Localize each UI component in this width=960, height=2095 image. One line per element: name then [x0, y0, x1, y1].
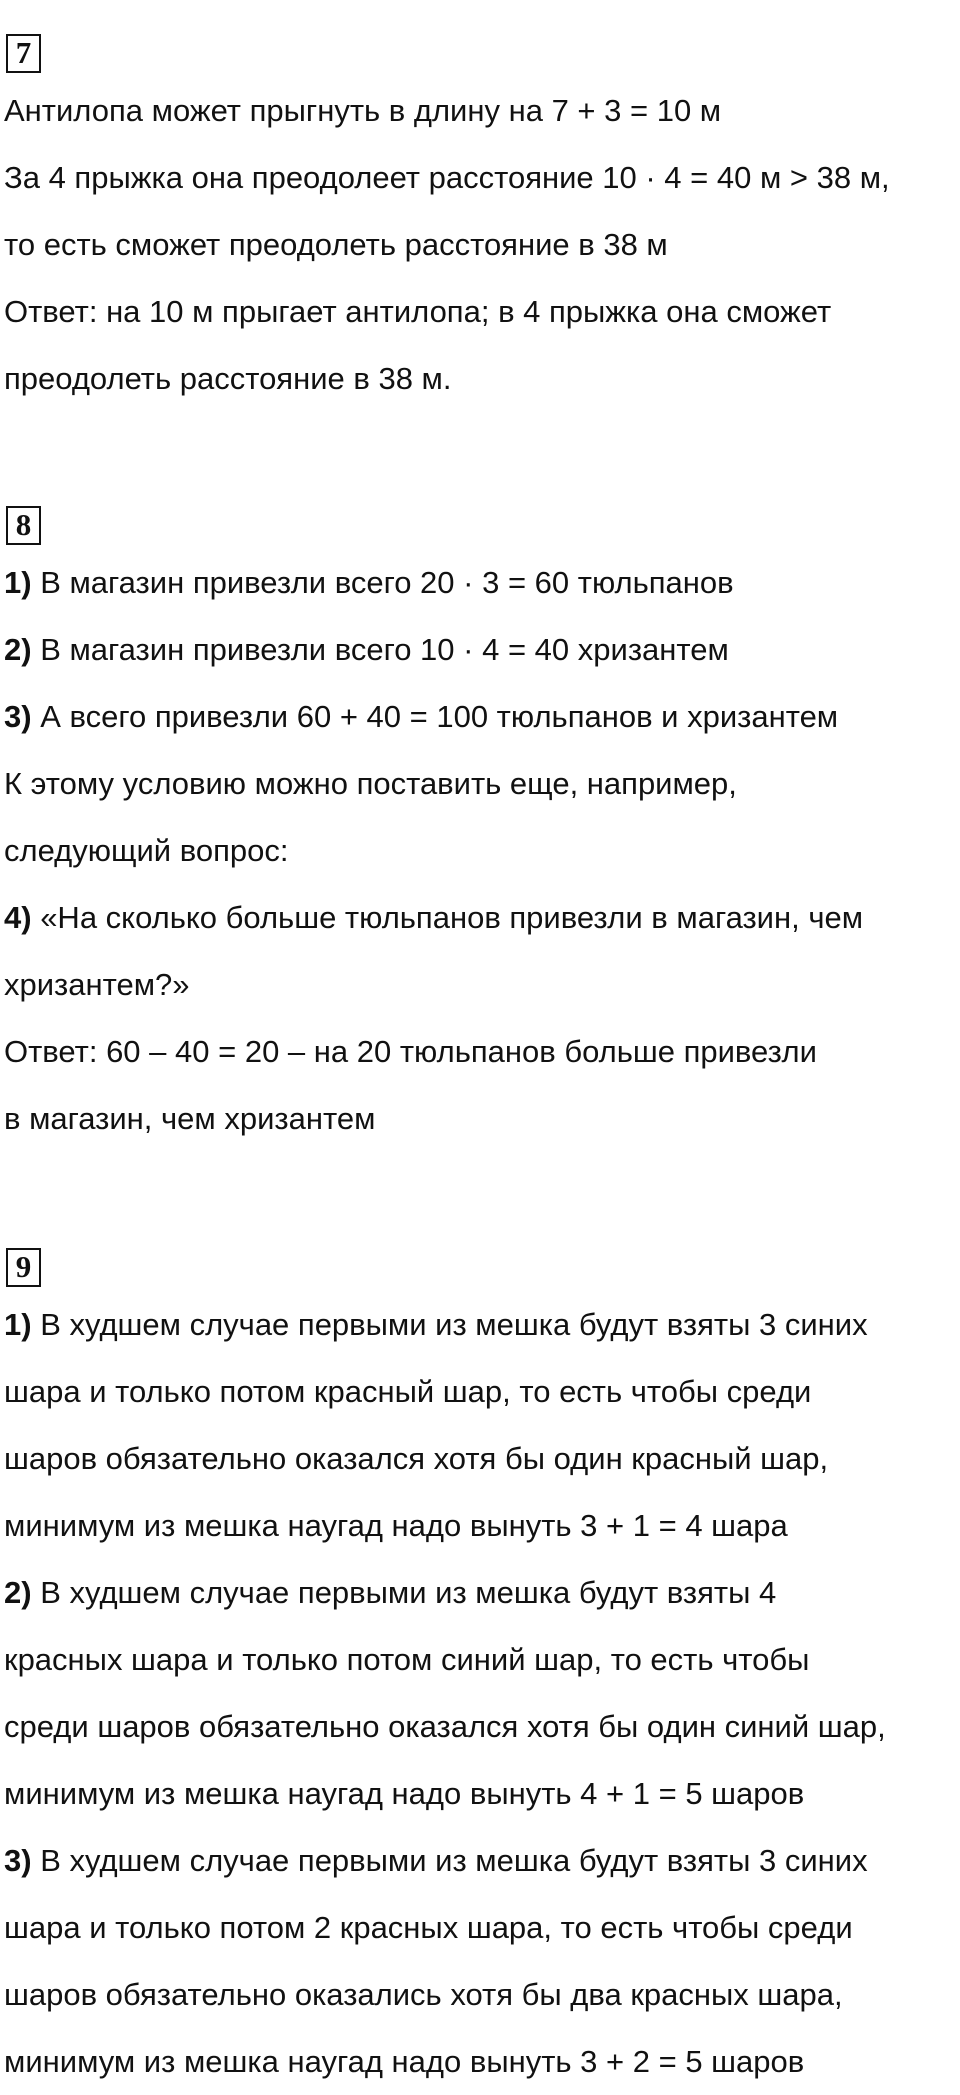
- line-text: минимум из мешка наугад надо вынуть 3 + 1 = 4 шара: [4, 1508, 788, 1543]
- line-text: шаров обязательно оказались хотя бы два красных шара,: [4, 1977, 843, 2012]
- text-line: [4, 817, 956, 884]
- line-text: Ответ: 60 – 40 = 20 – на 20 тюльпанов больше привезли: [4, 1034, 817, 1069]
- text-line: [4, 1018, 956, 1085]
- line-text: шаров обязательно оказался хотя бы один красный шар,: [4, 1441, 829, 1476]
- line-text: Антилопа может прыгнуть в длину на 7 + 3 = 10 м: [4, 93, 722, 128]
- line-text: В худшем случае первыми из мешка будут взяты 4: [31, 1575, 777, 1610]
- text-line: [4, 549, 956, 616]
- line-text: минимум из мешка наугад надо вынуть 4 + 1 = 5 шаров: [4, 1776, 805, 1811]
- line-text: следующий вопрос:: [4, 833, 289, 868]
- text-line: [4, 144, 956, 211]
- line-text: Ответ: на 10 м прыгает антилопа; в 4 прыжка она сможет: [4, 294, 832, 329]
- item-number: 1): [4, 1307, 32, 1342]
- line-text: А всего привезли 60 + 40 = 100 тюльпанов и хризантем: [31, 699, 839, 734]
- text-line: [4, 1894, 956, 1961]
- task-number-box: 8: [6, 506, 41, 545]
- line-text: В магазин привезли всего 20 · 3 = 60 тюльпанов: [31, 565, 734, 600]
- item-number: 1): [4, 565, 32, 600]
- text-line: [4, 1693, 956, 1760]
- line-text: хризантем?»: [4, 967, 190, 1002]
- text-line: [4, 1085, 956, 1152]
- text-line: [4, 2028, 956, 2095]
- text-line: [4, 278, 956, 345]
- line-text: среди шаров обязательно оказался хотя бы один синий шар,: [4, 1709, 886, 1744]
- line-text: В худшем случае первыми из мешка будут взяты 3 синих: [31, 1843, 868, 1878]
- text-line: [4, 951, 956, 1018]
- line-text: то есть сможет преодолеть расстояние в 38 м: [4, 227, 668, 262]
- item-number: 2): [4, 632, 32, 667]
- item-number: 2): [4, 1575, 32, 1610]
- text-line: [4, 884, 956, 951]
- task-9: [4, 1248, 956, 2095]
- text-line: [4, 345, 956, 412]
- text-line: [4, 211, 956, 278]
- text-line: [4, 683, 956, 750]
- task-7: [4, 34, 956, 412]
- item-number: 4): [4, 900, 32, 935]
- line-text: В худшем случае первыми из мешка будут взяты 3 синих: [31, 1307, 868, 1342]
- text-line: [4, 1827, 956, 1894]
- line-text: За 4 прыжка она преодолеет расстояние 10 · 4 = 40 м > 38 м,: [4, 160, 890, 195]
- text-line: [4, 1425, 956, 1492]
- line-text: красных шара и только потом синий шар, то есть чтобы: [4, 1642, 810, 1677]
- line-text: шара и только потом красный шар, то есть чтобы среди: [4, 1374, 812, 1409]
- text-line: [4, 1358, 956, 1425]
- line-text: преодолеть расстояние в 38 м.: [4, 361, 452, 396]
- line-text: «На сколько больше тюльпанов привезли в магазин, чем: [31, 900, 864, 935]
- line-text: В магазин привезли всего 10 · 4 = 40 хризантем: [31, 632, 729, 667]
- text-line: [4, 1291, 956, 1358]
- text-line: [4, 1492, 956, 1559]
- task-number-box: 7: [6, 34, 41, 73]
- text-line: [4, 1626, 956, 1693]
- item-number: 3): [4, 1843, 32, 1878]
- text-line: [4, 1760, 956, 1827]
- task-number-box: 9: [6, 1248, 41, 1287]
- line-text: в магазин, чем хризантем: [4, 1101, 376, 1136]
- text-line: [4, 616, 956, 683]
- line-text: шара и только потом 2 красных шара, то есть чтобы среди: [4, 1910, 853, 1945]
- text-line: [4, 77, 956, 144]
- item-number: 3): [4, 699, 32, 734]
- line-text: К этому условию можно поставить еще, например,: [4, 766, 737, 801]
- text-line: [4, 1559, 956, 1626]
- task-8: [4, 506, 956, 1152]
- line-text: минимум из мешка наугад надо вынуть 3 + 2 = 5 шаров: [4, 2044, 805, 2079]
- text-line: [4, 750, 956, 817]
- text-line: [4, 1961, 956, 2028]
